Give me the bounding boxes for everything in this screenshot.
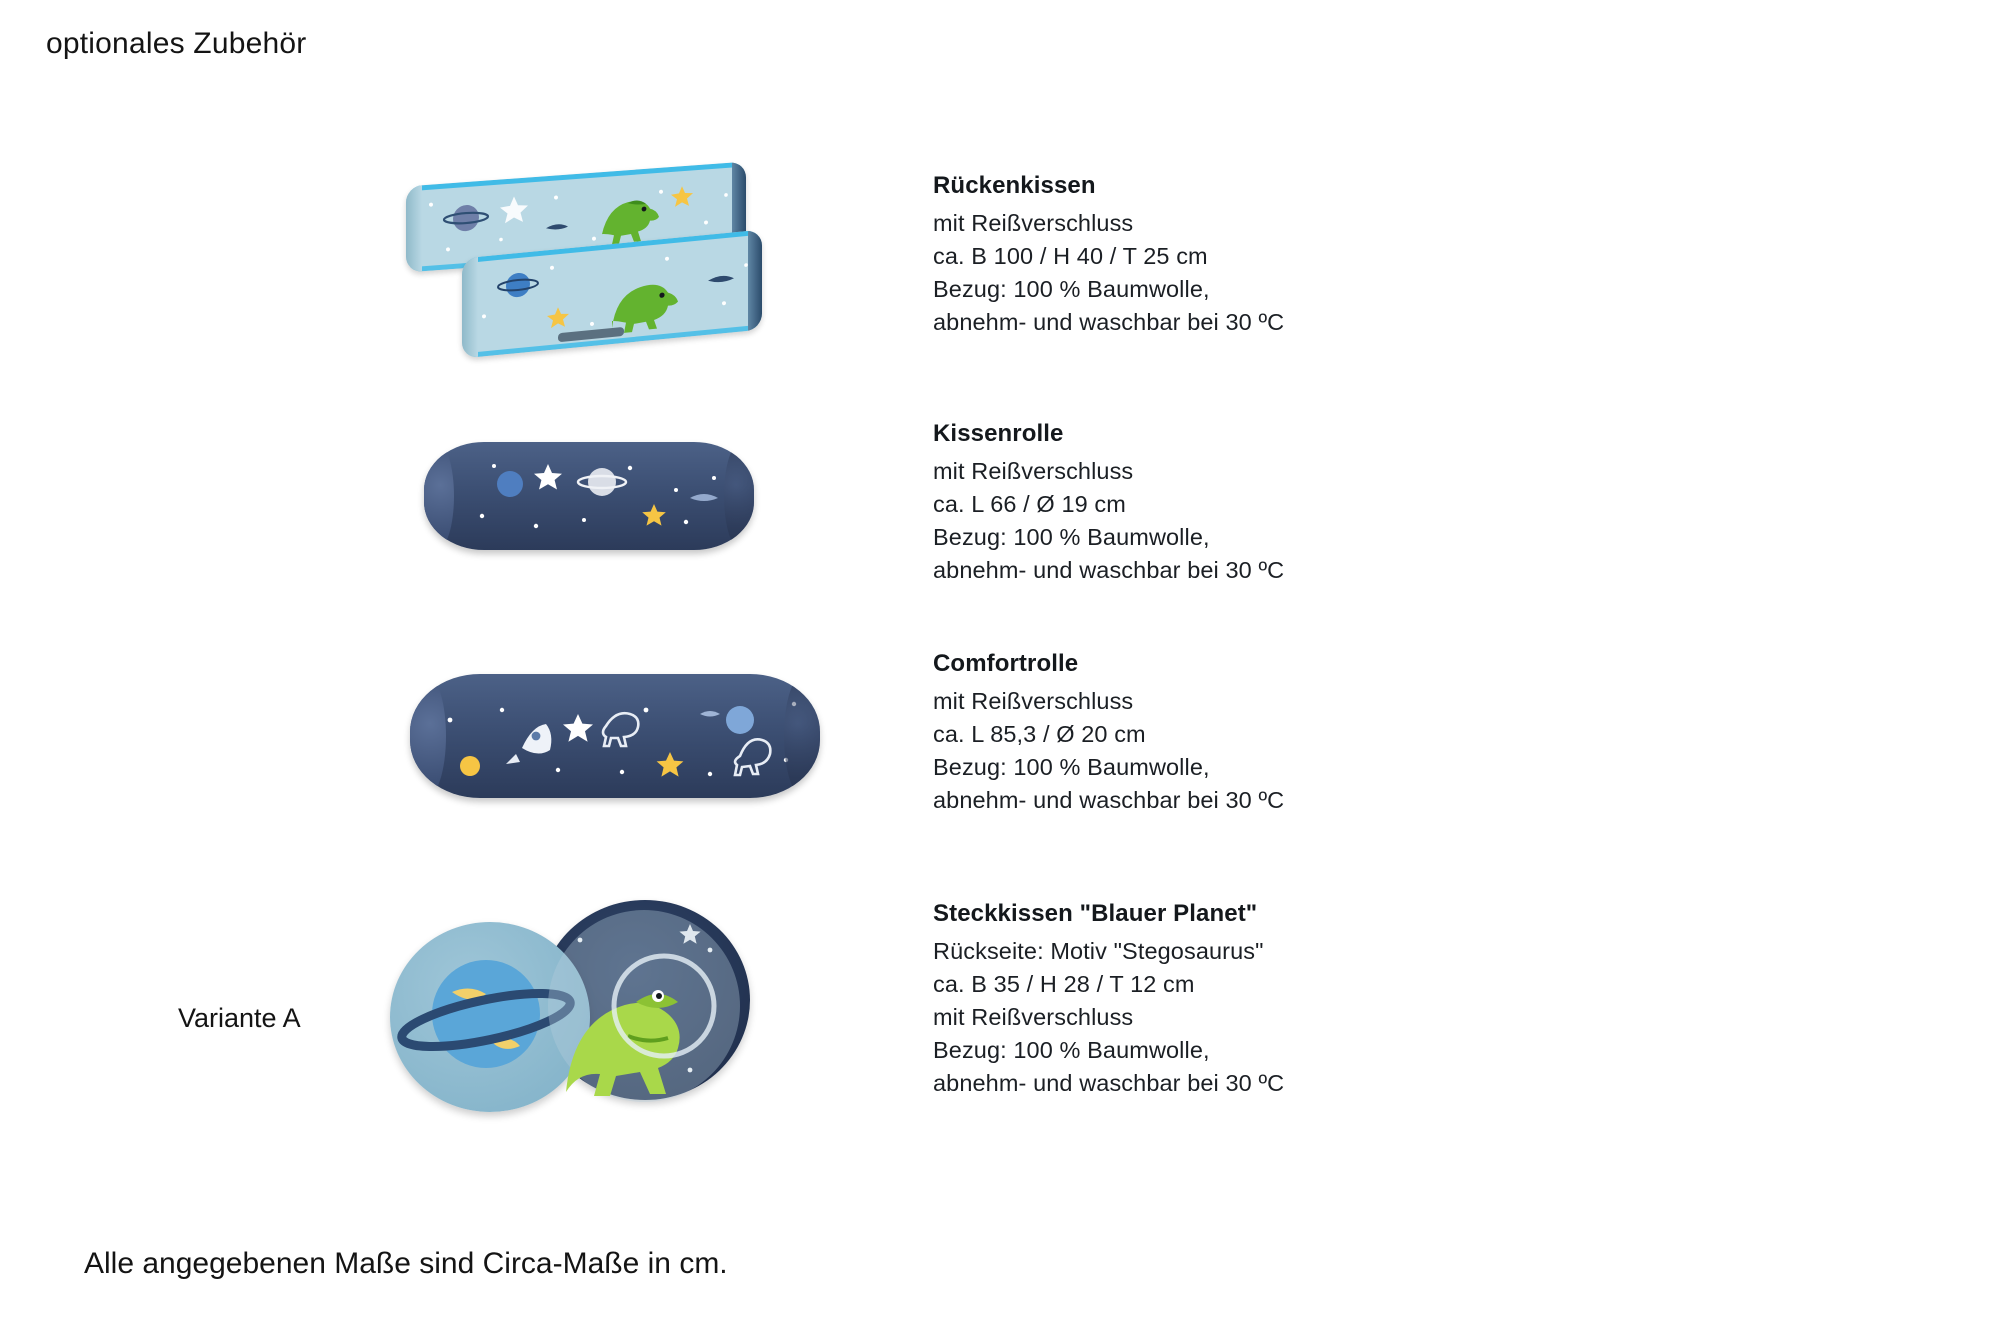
item-line: abnehm- und waschbar bei 30 ºC [933,309,1285,335]
item-description-steckkissen [933,900,1633,1100]
item-line: Bezug: 100 % Baumwolle, [933,276,1210,302]
item-line: ca. L 66 / Ø 19 cm [933,491,1126,517]
bolster-end-cap-right [724,442,754,550]
item-description-kissenrolle [933,420,1633,587]
item-line: ca. B 100 / H 40 / T 25 cm [933,243,1208,269]
item-title: Kissenrolle [933,420,1064,447]
item-line: abnehm- und waschbar bei 30 ºC [933,1070,1285,1096]
item-line: Bezug: 100 % Baumwolle, [933,1037,1210,1063]
item-line: Rückseite: Motiv "Stegosaurus" [933,938,1264,964]
back-cushion-photo [390,172,790,402]
item-line: abnehm- und waschbar bei 30 ºC [933,787,1285,813]
dinosaur-icon [603,713,638,746]
item-description-comfortrolle [933,650,1633,817]
item-title: Comfortrolle [933,650,1079,677]
item-title: Rückenkissen [933,172,1096,199]
accessory-row-rueckenkissen [0,172,2000,402]
item-description-rueckenkissen [933,172,1633,339]
space-pattern-icon [410,674,820,798]
item-title: Steckkissen "Blauer Planet" [933,900,1258,927]
item-line: mit Reißverschluss [933,458,1134,484]
rocket-icon [506,724,551,764]
accessory-row-comfortrolle [0,650,2000,820]
item-line: mit Reißverschluss [933,210,1134,236]
item-line: ca. L 85,3 / Ø 20 cm [933,721,1146,747]
roll-end-cap-right [784,674,820,798]
comfort-roll-shape [410,674,820,798]
item-line: mit Reißverschluss [933,688,1134,714]
item-line: abnehm- und waschbar bei 30 ºC [933,557,1285,583]
dinosaur-icon [540,910,755,1120]
item-line: mit Reißverschluss [933,1004,1134,1030]
item-line: Bezug: 100 % Baumwolle, [933,754,1210,780]
bolster-cushion-photo [390,420,790,570]
accessory-row-kissenrolle [0,420,2000,583]
space-pattern-icon [424,442,754,550]
bolster-shape [424,442,754,550]
dinosaur-icon [735,739,770,775]
comfort-roll-photo [390,650,810,820]
item-line: ca. B 35 / H 28 / T 12 cm [933,971,1195,997]
measurement-footnote: Alle angegebenen Maße sind Circa-Maße in cm. [84,1247,728,1280]
page-title: optionales Zubehör [46,27,307,60]
item-line: Bezug: 100 % Baumwolle, [933,524,1210,550]
round-cushion-photo [390,900,790,1130]
variant-label: Variante A [178,1003,301,1033]
dinosaur-icon [612,282,678,334]
dinosaur-icon [602,199,659,245]
